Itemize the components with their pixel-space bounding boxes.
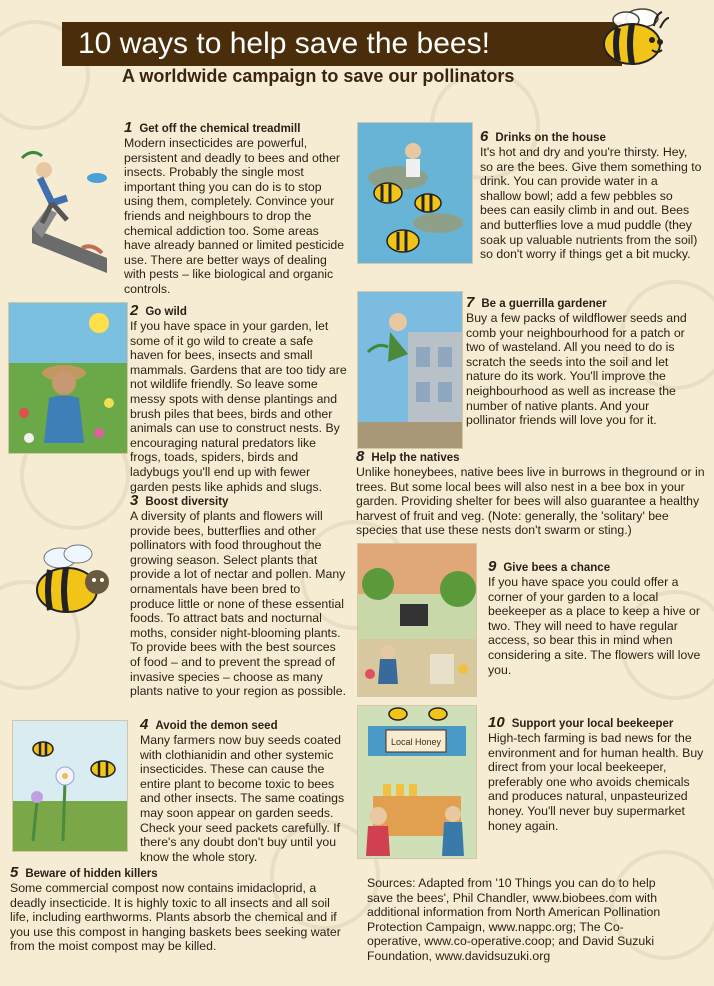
section-4 [140,718,346,864]
section-body: Some commercial compost now contains imidacloprid, a deadly insecticide. It is highly toxic to all insects and all soil life, including earthworms. Plants absorb the chemical and if you use this compost in hanging baskets bees seeking water from the moist compost may be killed. [10,881,341,954]
section-heading [488,716,704,731]
section-heading [480,130,702,145]
section-title: Give bees a chance [503,562,611,574]
section-number: 1 [124,119,133,136]
page-title: 10 ways to help save the bees! [62,22,622,66]
section-number: 10 [488,714,505,731]
honey-stand-illustration [357,705,477,859]
section-body: A diversity of plants and flowers will provide bees, butterflies and other pollinators with food throughout the growing season. Select plants that provide a lot of nectar and pollen. Many ornamentals have been bred to produce little or none of these essential foods. To attract bats and nocturnal moths, consider night-blooming plants. To provide bees with the best sources of food – and to prevent the spread of invasive species – choose as many plants native to your region as possible. [130,509,347,699]
section-heading [466,296,702,311]
section-number: 6 [480,128,489,145]
section-heading [130,304,348,319]
section-number: 8 [356,448,365,465]
section-body: Unlike honeybees, native bees live in burrows in theground or in trees. But some local bees will also nest in a bee box in your garden. Providing shelter for bees will also guarantee a healthy harvest of fruit and veg. (Note: generally, the 'solitary' bee species that use these nests don't swarm or sting.) [356,465,705,538]
section-10 [488,716,704,833]
sources-note [367,876,667,964]
section-body: If you have space in your garden, let some of it go wild to create a safe haven for bees, insects and small mammals. Gardens that are too tidy are not wildlife friendly. So leave some messy spots with dense plantings and brush piles that bees, birds and other animals can use to construct nests. By encouraging natural predators like frogs, toads, spiders, birds and ladybugs you'll end up with fewer garden pests like aphids and slugs. [130,319,347,494]
flower-bees-illustration [12,720,128,852]
section-body: If you have space you could offer a corner of your garden to a local beekeeper as a place to keep a hive or two. They will need to have regular access, so bear this in mind when considering a site. The flowers will love you. [488,575,701,677]
section-5 [10,866,350,954]
section-title: Go wild [145,306,187,318]
section-body: Many farmers now buy seeds coated with clothianidin and other systemic insecticides. These can cause the entire plant to become toxic to bees and other insects. The same coatings may soon appear on garden seeds. Check your seed packets carefully. If there's any doubt don't buy until you know the whole story. [140,733,345,864]
section-number: 5 [10,864,19,881]
honey-sign-text: Local Honey [390,737,442,747]
section-number: 7 [466,294,475,311]
section-title: Boost diversity [145,496,229,508]
guerrilla-illustration [357,291,463,449]
section-heading [488,560,704,575]
section-title: Get off the chemical treadmill [139,123,301,135]
section-heading [356,450,706,465]
section-6 [480,130,702,262]
treadmill-illustration [12,128,116,278]
section-number: 9 [488,558,497,575]
section-number: 2 [130,302,139,319]
section-title: Help the natives [371,452,460,464]
section-heading [10,866,350,881]
section-body: Buy a few packs of wildflower seeds and comb your neighbourhood for a patch or two of wasteland. All you need to do is scratch the seeds into the soil and let nature do its work. You'll improve the neighbourhood as well as increase the number of native plants. And your pollinator friends will love you for it. [466,311,687,428]
section-title: Avoid the demon seed [155,720,278,732]
section-body: High-tech farming is bad news for the environment and for human health. Buy direct from your local beekeeper, preferably one who avoids chemicals and produces natural, unpasteurized honey. You'll never buy supermarket honey again. [488,731,704,833]
section-number: 3 [130,492,139,509]
bee-illustration [22,540,118,622]
section-title: Drinks on the house [495,132,606,144]
go-wild-illustration [8,302,128,454]
section-title: Be a guerrilla gardener [481,298,607,310]
section-3 [130,494,348,699]
section-heading [124,121,346,136]
section-number: 4 [140,716,149,733]
section-heading [130,494,348,509]
page-subtitle: A worldwide campaign to save our pollinators [122,66,515,86]
hive-garden-illustration [357,543,477,697]
section-heading [140,718,346,733]
section-body: Modern insecticides are powerful, persistent and deadly to bees and other insects. Probably the single most important thing you can do is to stop using them, completely. Convince your friends and neighbours to drop the chemical addiction too. Some areas have already banned or limited pesticide use. There are better ways of dealing with pests – like biological and organic controls. [124,136,345,296]
section-1 [124,121,346,297]
section-title: Support your local beekeeper [511,718,674,730]
section-title: Beware of hidden killers [25,868,158,880]
drinks-illustration [357,122,473,264]
section-8 [356,450,706,538]
section-2 [130,304,348,494]
section-9 [488,560,704,677]
section-7 [466,296,702,428]
bee-logo-icon [590,6,670,70]
section-body: It's hot and dry and you're thirsty. Hey, so are the bees. Give them something to drink. You can provide water in a shallow bowl; add a few pebbles so bees can easily climb in and out. Bees and butterflies love a mud puddle (they soak up valuable nutrients from the soil) so don't worry if things get a bit mucky. [480,145,702,262]
sources-text: Sources: Adapted from '10 Things you can do to help save the bees', Phil Chandler, www.biobees.com with additional information from North American Pollination Protection Campaign, www.nappc.org; The Co-operative, www.co-operative.coop; and David Suzuki Foundation, www.davidsuzuki.org [367,876,661,963]
